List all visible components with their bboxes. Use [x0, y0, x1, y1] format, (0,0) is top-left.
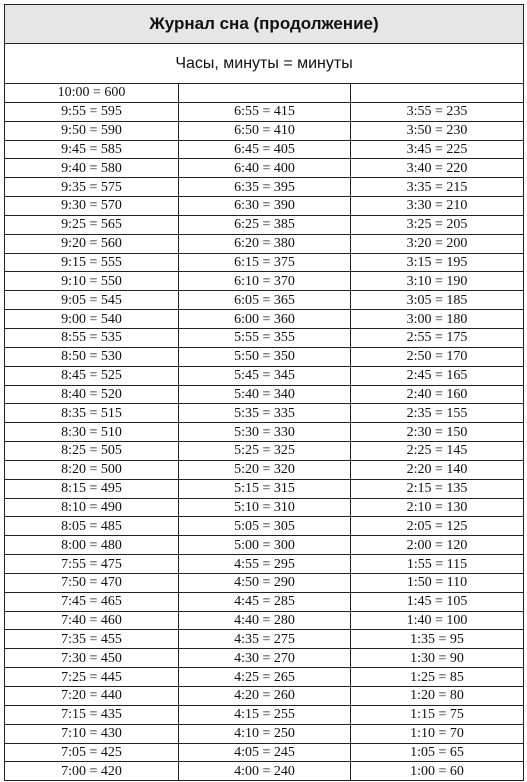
- table-cell: 4:55 = 295: [179, 555, 351, 574]
- table-cell: 7:25 = 445: [5, 668, 179, 687]
- table-cell: 1:45 = 105: [351, 592, 524, 611]
- table-row: [5, 272, 524, 291]
- table-row: [5, 630, 524, 649]
- table-row: [5, 668, 524, 687]
- table-cell: 6:25 = 385: [179, 215, 351, 234]
- table-cell: 3:35 = 215: [351, 178, 524, 197]
- table-cell: 8:15 = 495: [5, 479, 179, 498]
- table-cell: [179, 84, 351, 103]
- table-cell: 8:10 = 490: [5, 498, 179, 517]
- table-row: [5, 649, 524, 668]
- table-cell: 9:05 = 545: [5, 291, 179, 310]
- table-row: [5, 611, 524, 630]
- table-cell: 2:40 = 160: [351, 385, 524, 404]
- table-row: [5, 762, 524, 781]
- table-cell: 9:15 = 555: [5, 253, 179, 272]
- table-cell: 4:45 = 285: [179, 592, 351, 611]
- table-cell: 8:50 = 530: [5, 347, 179, 366]
- table-cell: 6:20 = 380: [179, 234, 351, 253]
- table-cell: 5:35 = 335: [179, 404, 351, 423]
- table-cell: 8:30 = 510: [5, 423, 179, 442]
- table-cell: 9:45 = 585: [5, 140, 179, 159]
- table-cell: 8:00 = 480: [5, 536, 179, 555]
- table-cell: 5:15 = 315: [179, 479, 351, 498]
- table-cell: 7:10 = 430: [5, 724, 179, 743]
- table-cell: 1:55 = 115: [351, 555, 524, 574]
- table-row: [5, 140, 524, 159]
- table-cell: 1:25 = 85: [351, 668, 524, 687]
- table-cell: 7:05 = 425: [5, 743, 179, 762]
- table-cell: 5:45 = 345: [179, 366, 351, 385]
- table-cell: 4:15 = 255: [179, 705, 351, 724]
- table-cell: 6:50 = 410: [179, 121, 351, 140]
- table-row: [5, 592, 524, 611]
- table-row: [5, 687, 524, 706]
- table-cell: 4:35 = 275: [179, 630, 351, 649]
- table-cell: 1:15 = 75: [351, 705, 524, 724]
- table-row: [5, 573, 524, 592]
- table-row: [5, 498, 524, 517]
- table-cell: 7:30 = 450: [5, 649, 179, 668]
- table-cell: 4:05 = 245: [179, 743, 351, 762]
- table-cell: 5:30 = 330: [179, 423, 351, 442]
- table-cell: 4:40 = 280: [179, 611, 351, 630]
- table-cell: 2:15 = 135: [351, 479, 524, 498]
- table-cell: 2:45 = 165: [351, 366, 524, 385]
- table-cell: 6:05 = 365: [179, 291, 351, 310]
- sleep-log-conversion-table: [4, 4, 524, 781]
- table-cell: 10:00 = 600: [5, 84, 179, 103]
- table-cell: 7:55 = 475: [5, 555, 179, 574]
- table-cell: 6:15 = 375: [179, 253, 351, 272]
- table-cell: 3:25 = 205: [351, 215, 524, 234]
- table-row: [5, 291, 524, 310]
- table-cell: 3:20 = 200: [351, 234, 524, 253]
- table-cell: 2:25 = 145: [351, 442, 524, 461]
- table-row: [5, 366, 524, 385]
- table-cell: 1:50 = 110: [351, 573, 524, 592]
- table-cell: 8:35 = 515: [5, 404, 179, 423]
- table-cell: 1:35 = 95: [351, 630, 524, 649]
- table-cell: 4:25 = 265: [179, 668, 351, 687]
- table-cell: 8:55 = 535: [5, 328, 179, 347]
- table-cell: 7:35 = 455: [5, 630, 179, 649]
- table-cell: 4:30 = 270: [179, 649, 351, 668]
- table-row: [5, 404, 524, 423]
- table-cell: 9:00 = 540: [5, 310, 179, 329]
- table-cell: 5:20 = 320: [179, 460, 351, 479]
- table-cell: 9:20 = 560: [5, 234, 179, 253]
- table-cell: 9:55 = 595: [5, 102, 179, 121]
- table-cell: 3:05 = 185: [351, 291, 524, 310]
- table-cell: 3:15 = 195: [351, 253, 524, 272]
- table-cell: 1:00 = 60: [351, 762, 524, 781]
- table-row: [5, 102, 524, 121]
- table-cell: 6:00 = 360: [179, 310, 351, 329]
- table-cell: 5:55 = 355: [179, 328, 351, 347]
- table-cell: 4:20 = 260: [179, 687, 351, 706]
- table-cell: 6:10 = 370: [179, 272, 351, 291]
- table-cell: 8:25 = 505: [5, 442, 179, 461]
- table-cell: 9:25 = 565: [5, 215, 179, 234]
- table-row: [5, 743, 524, 762]
- table-cell: 2:05 = 125: [351, 517, 524, 536]
- table-cell: 7:20 = 440: [5, 687, 179, 706]
- table-row: [5, 536, 524, 555]
- table-row: [5, 479, 524, 498]
- subtitle-row: [5, 44, 524, 84]
- table-title: Журнал сна (продолжение): [5, 5, 524, 44]
- table-cell: 2:30 = 150: [351, 423, 524, 442]
- table-cell: 8:20 = 500: [5, 460, 179, 479]
- table-cell: 5:05 = 305: [179, 517, 351, 536]
- table-cell: 4:10 = 250: [179, 724, 351, 743]
- table-cell: 2:55 = 175: [351, 328, 524, 347]
- table-cell: 1:30 = 90: [351, 649, 524, 668]
- table-cell: 9:10 = 550: [5, 272, 179, 291]
- table-cell: 5:25 = 325: [179, 442, 351, 461]
- table-cell: 7:45 = 465: [5, 592, 179, 611]
- table-cell: 7:50 = 470: [5, 573, 179, 592]
- table-cell: 6:35 = 395: [179, 178, 351, 197]
- table-cell: 6:30 = 390: [179, 197, 351, 216]
- table-row: [5, 517, 524, 536]
- table-row: [5, 347, 524, 366]
- table-cell: 7:40 = 460: [5, 611, 179, 630]
- table-cell: 6:55 = 415: [179, 102, 351, 121]
- table-cell: 3:40 = 220: [351, 159, 524, 178]
- table-cell: 5:40 = 340: [179, 385, 351, 404]
- table-cell: 3:50 = 230: [351, 121, 524, 140]
- sleep-log-document: [4, 4, 523, 781]
- table-row: [5, 197, 524, 216]
- table-cell: 2:00 = 120: [351, 536, 524, 555]
- table-row: [5, 215, 524, 234]
- table-cell: [351, 84, 524, 103]
- table-cell: 2:10 = 130: [351, 498, 524, 517]
- table-cell: 1:05 = 65: [351, 743, 524, 762]
- table-cell: 3:30 = 210: [351, 197, 524, 216]
- table-row: [5, 385, 524, 404]
- table-row: [5, 234, 524, 253]
- table-cell: 8:40 = 520: [5, 385, 179, 404]
- table-cell: 4:50 = 290: [179, 573, 351, 592]
- table-cell: 5:50 = 350: [179, 347, 351, 366]
- table-cell: 8:45 = 525: [5, 366, 179, 385]
- table-cell: 1:20 = 80: [351, 687, 524, 706]
- table-row: [5, 705, 524, 724]
- table-cell: 3:10 = 190: [351, 272, 524, 291]
- table-row: [5, 423, 524, 442]
- table-cell: 1:10 = 70: [351, 724, 524, 743]
- table-cell: 9:40 = 580: [5, 159, 179, 178]
- table-cell: 9:50 = 590: [5, 121, 179, 140]
- table-cell: 5:00 = 300: [179, 536, 351, 555]
- table-cell: 1:40 = 100: [351, 611, 524, 630]
- table-row: [5, 121, 524, 140]
- table-cell: 9:35 = 575: [5, 178, 179, 197]
- table-cell: 3:45 = 225: [351, 140, 524, 159]
- table-cell: 3:00 = 180: [351, 310, 524, 329]
- table-cell: 2:20 = 140: [351, 460, 524, 479]
- table-cell: 7:00 = 420: [5, 762, 179, 781]
- table-cell: 9:30 = 570: [5, 197, 179, 216]
- table-row: [5, 460, 524, 479]
- table-cell: 7:15 = 435: [5, 705, 179, 724]
- table-row: [5, 310, 524, 329]
- table-row: [5, 724, 524, 743]
- table-cell: 5:10 = 310: [179, 498, 351, 517]
- table-cell: 3:55 = 235: [351, 102, 524, 121]
- table-subtitle: Часы, минуты = минуты: [5, 44, 524, 84]
- table-cell: 4:00 = 240: [179, 762, 351, 781]
- table-cell: 6:45 = 405: [179, 140, 351, 159]
- title-row: [5, 5, 524, 44]
- table-row: [5, 328, 524, 347]
- table-row: [5, 442, 524, 461]
- table-cell: 2:50 = 170: [351, 347, 524, 366]
- table-cell: 6:40 = 400: [179, 159, 351, 178]
- table-cell: 2:35 = 155: [351, 404, 524, 423]
- table-row: [5, 159, 524, 178]
- table-body: [5, 84, 524, 781]
- table-row: [5, 84, 524, 103]
- table-cell: 8:05 = 485: [5, 517, 179, 536]
- table-row: [5, 555, 524, 574]
- table-row: [5, 253, 524, 272]
- table-row: [5, 178, 524, 197]
